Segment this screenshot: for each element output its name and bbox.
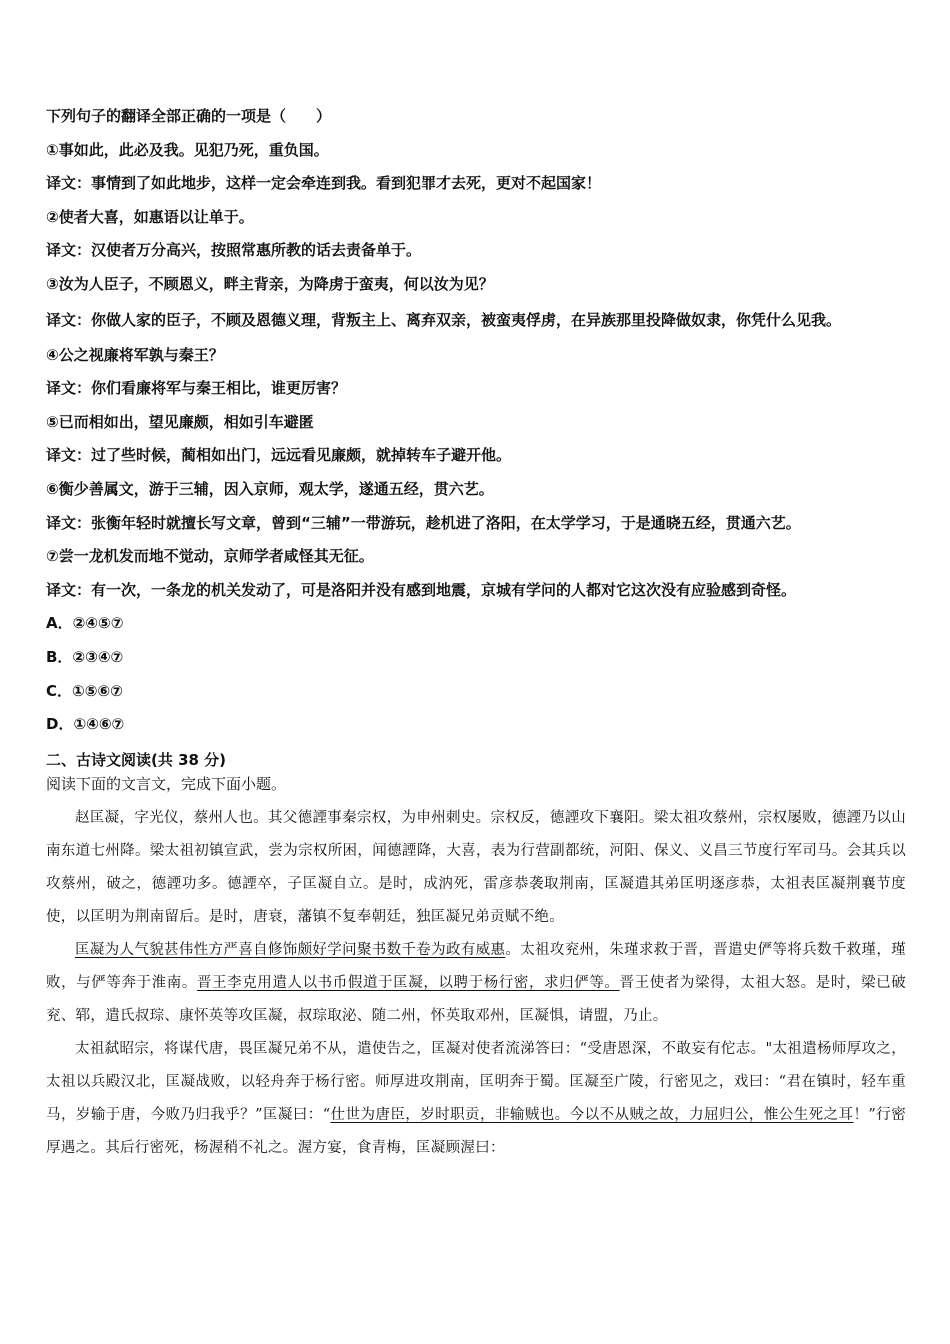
underlined-sentence-3: 仕世为唐臣，岁时职贡，非输贼也。今以不从贼之故，力屈归公，惟公生死之耳 — [330, 1106, 854, 1123]
question-stem: 下列句子的翻译全部正确的一项是（ ） — [46, 107, 332, 125]
passage-paragraph-3 — [46, 1033, 906, 1165]
option-a[interactable]: A．②④⑤⑦ — [46, 614, 124, 633]
passage-paragraph-2-text-a: 。太祖攻兖州，朱瑾求救于晋，晋遣史俨等将兵数千救瑾，瑾败，与俨等奔于淮南。 — [46, 941, 906, 991]
passage-paragraph-3-text-a: 太祖弑昭宗，将谋代唐，畏匡凝兄弟不从，遣使告之，匡凝对使者流涕答曰：“受唐恩深，不敢妄有佗志。"太祖遣杨师厚攻之，太祖以兵殿汉北，匡凝战败，以轻舟奔于杨行密。师厚进攻荆南，匡明奔于蜀。匡凝至广陵，行密见之，戏曰：“君在镇时，轻车重马，岁输于唐，今败乃归我乎？”匡凝曰：“ — [46, 1040, 906, 1123]
reading-instruction: 阅读下面的文言文，完成下面小题。 — [46, 774, 287, 793]
passage-paragraph-3-text-b: ！”行密厚遇之。其后行密死，杨渥稍不礼之。渥方宴，食青梅，匡凝顾渥曰： — [46, 1106, 906, 1156]
passage-paragraph-1-text: 赵匡凝，字光仪，蔡州人也。其父德諲事秦宗权，为申州刺史。宗权反，德諲攻下襄阳。梁太祖攻蔡州，宗权屡败，德諲乃以山南东道七州降。梁太祖初镇宣武，尝为宗权所困，闻德諲降，大喜，表为行营副都统，河阳、保义、义昌三节度行军司马。会其兵以攻蔡州，破之，德諲功多。德諲卒，子匡凝自立。是时，成汭死，雷彦恭袭取荆南，匡凝遣其弟匡明逐彦恭，太祖表匡凝荆襄节度使，以匡明为荆南留后。是时，唐衰，藩镇不复奉朝廷，独匡凝兄弟贡赋不绝。 — [46, 809, 906, 925]
translation-5: 译文：过了些时候，蔺相如出门，远远看见廉颇，就掉转车子避开他。 — [46, 446, 512, 465]
passage-paragraph-2-text-b: 晋王使者为梁得，太祖大怒。是时，梁已破兖、郓，遣氏叔琮、康怀英等攻匡凝，叔琮取泌、随二州，怀英取邓州，匡凝惧，请盟，乃止。 — [46, 974, 906, 1024]
translation-6: 译文：张衡年轻时就擅长写文章，曾到“三辅”一带游玩，趁机进了洛阳，在太学学习，于是通晓五经，贯通六艺。 — [46, 513, 801, 532]
sentence-3: ③汝为人臣子，不顾恩义，畔主背亲，为降虏于蛮夷，何以汝为见？ — [46, 274, 494, 293]
sentence-7: ⑦尝一龙机发而地不觉动，京师学者咸怪其无征。 — [46, 547, 374, 566]
translation-4: 译文：你们看廉将军与秦王相比，谁更厉害？ — [46, 379, 347, 398]
section-title: 二、古诗文阅读(共 38 分) — [46, 750, 227, 769]
underlined-sentence-2: 晋王李克用遣人以书币假道于匡凝，以聘于杨行密，求归俨等。 — [196, 974, 620, 991]
sentence-6: ⑥衡少善属文，游于三辅，因入京师，观太学，遂通五经，贯六艺。 — [46, 479, 494, 498]
option-d[interactable]: D．①④⑥⑦ — [46, 715, 125, 734]
sentence-5: ⑤已而相如出，望见廉颇，相如引车避匿 — [46, 412, 314, 431]
sentence-2: ②使者大喜，如惠语以让单于。 — [46, 207, 254, 226]
translation-7: 译文：有一次，一条龙的机关发动了，可是洛阳并没有感到地震，京城有学问的人都对它这次没有应验感到奇怪。 — [46, 580, 797, 599]
underlined-sentence-1: 匡凝为人气貌甚伟性方严喜自修饰颇好学问聚书数千卷为政有威惠 — [75, 941, 506, 958]
translation-3: 译文：你做人家的臣子，不顾及恩德义理，背叛主上、离弃双亲，被蛮夷俘虏，在异族那里投降做奴隶，你凭什么见我。 — [46, 310, 842, 329]
translation-2: 译文：汉使者万分高兴，按照常惠所教的话去责备单于。 — [46, 241, 422, 260]
passage-paragraph-1 — [46, 802, 906, 934]
sentence-1: ①事如此，此必及我。见犯乃死，重负国。 — [46, 140, 329, 159]
passage-paragraph-2 — [46, 934, 906, 1033]
option-b[interactable]: B．②③④⑦ — [46, 647, 124, 666]
translation-1: 译文：事情到了如此地步，这样一定会牵连到我。看到犯罪才去死，更对不起国家！ — [46, 174, 602, 193]
option-c[interactable]: C．①⑤⑥⑦ — [46, 681, 123, 700]
sentence-4: ④公之视廉将军孰与秦王？ — [46, 345, 224, 364]
document-content — [46, 100, 906, 1165]
